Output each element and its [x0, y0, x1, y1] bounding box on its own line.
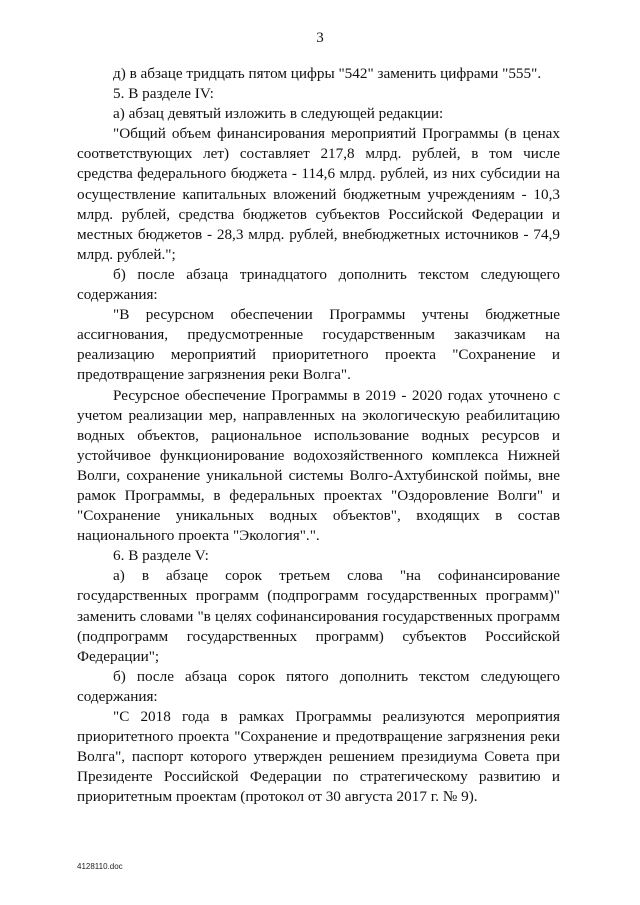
quoted-project-paragraph: "С 2018 года в рамках Программы реализуются мероприятия приоритетного проекта "Сохранение и предотвращение загрязнения реки Волга", паспорт которого утвержден решением президиума Совета при Президенте Российской Федерации по стратегическому развитию и приоритетным проектам (протокол от 30 августа 2017 г. № 9). — [77, 708, 560, 806]
page-number: 3 — [316, 30, 324, 46]
paragraph-item-b-v: б) после абзаца сорок пятого дополнить текстом следующего содержания: — [77, 667, 560, 705]
quoted-funding-paragraph: "Общий объем финансирования мероприятий Программы (в ценах соответствующих лет) составляет 217,8 млрд. рублей, в том числе средства федерального бюджета - 114,6 млрд. рублей, из них субсидии на осуществление капитальных вложений бюджетным учреждениям - 10,3 млрд. рублей, средства бюджетов субъектов Российской Федерации и местных бюджетов - 28,3 млрд. рублей, внебюджетных источников - 74,9 млрд. рублей."; — [77, 125, 560, 263]
paragraph-item-a-v: а) в абзаце сорок третьем слова "на софинансирование государственных программ (подпрограмм государственных программ)" заменить словами "в целях софинансирования государственных программ (подпрограмм государственных программ) субъектов Российской Федерации"; — [77, 567, 560, 665]
document-body — [77, 64, 560, 807]
quoted-resource-paragraph: "В ресурсном обеспечении Программы учтены бюджетные ассигнования, предусмотренные государственным заказчикам на реализацию мероприятий приоритетного проекта "Сохранение и предотвращение загрязнения реки Волга". — [77, 306, 560, 384]
section-heading-v: 6. В разделе V: — [113, 547, 209, 565]
section-heading-iv: 5. В разделе IV: — [113, 85, 214, 103]
paragraph-item-a: а) абзац девятый изложить в следующей редакции: — [113, 105, 444, 123]
footer-document-id: 4128110.doc — [77, 862, 123, 871]
resource-clarification-paragraph: Ресурсное обеспечение Программы в 2019 - 2020 годах уточнено с учетом реализации мер, направленных на экологическую реабилитацию водных объектов, рациональное использование водных ресурсов и устойчивое функционирование водохозяйственного комплекса Нижней Волги, сохранение уникальной системы Волго-Ахтубинской поймы, вне рамок Программы, в федеральных проектах "Оздоровление Волги" и "Сохранение уникальных водных объектов", входящих в состав национального проекта "Экология".". — [77, 386, 560, 545]
paragraph-item-b: б) после абзаца тринадцатого дополнить текстом следующего содержания: — [77, 265, 560, 304]
paragraph-item-d: д) в абзаце тридцать пятом цифры "542" заменить цифрами "555". — [113, 65, 542, 82]
